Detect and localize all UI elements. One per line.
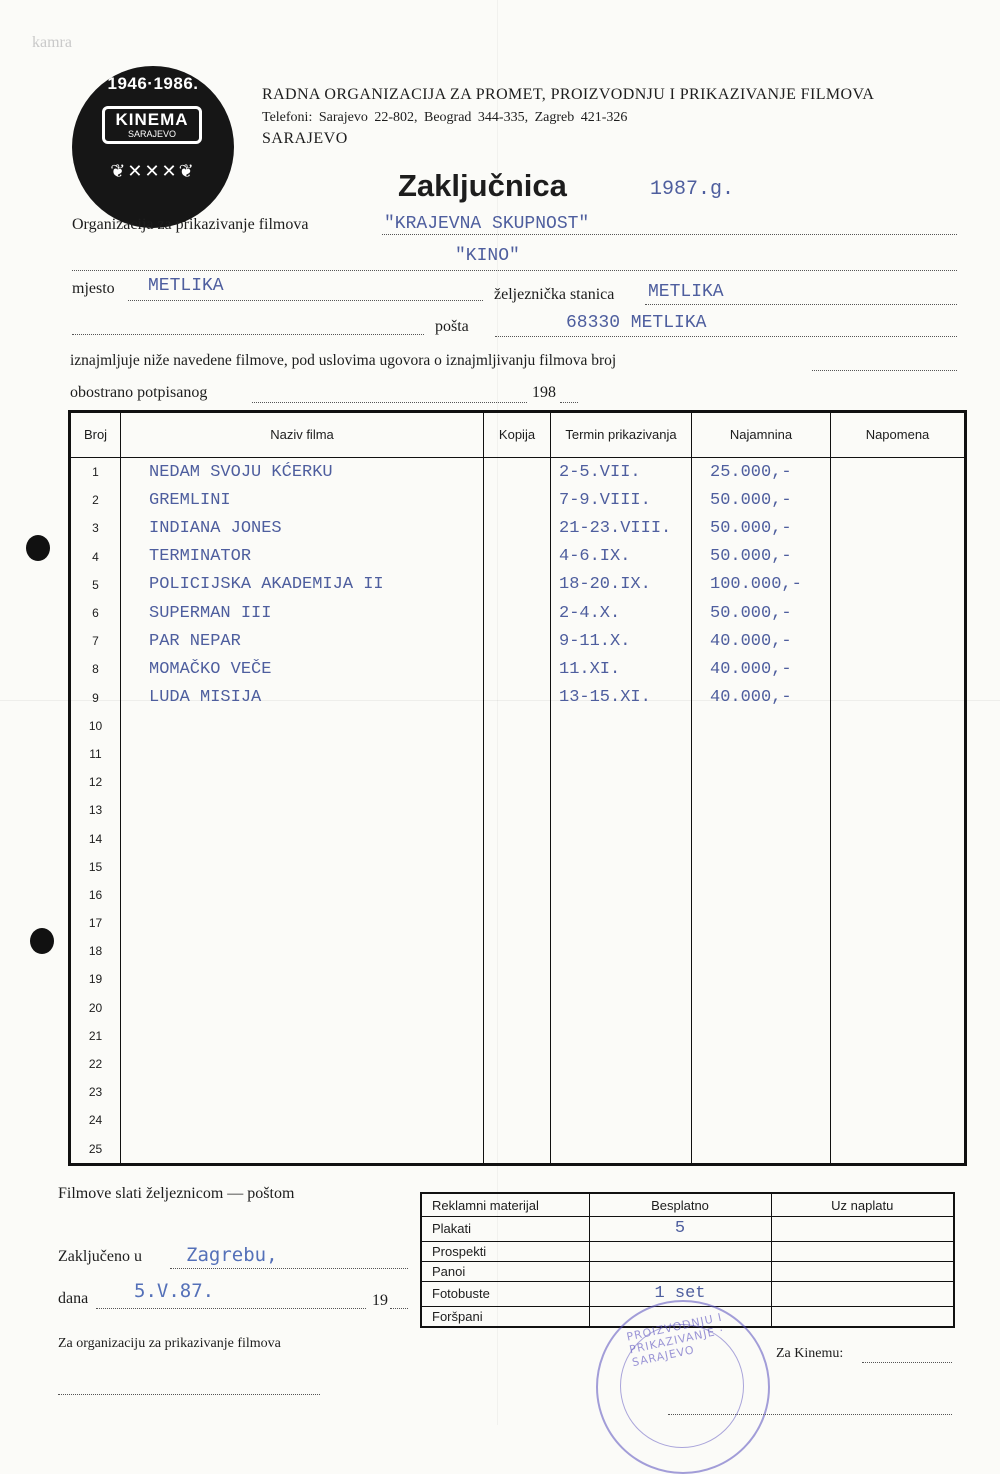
table-row — [70, 881, 966, 909]
fee-cell — [692, 853, 831, 881]
logo-city: SARAJEVO — [127, 129, 176, 139]
table-row — [70, 853, 966, 881]
fee-cell: 50.000,- — [692, 543, 831, 571]
dotted-line — [96, 1308, 366, 1309]
promo-paid — [771, 1217, 954, 1242]
note-cell — [831, 1022, 966, 1050]
note-cell — [831, 909, 966, 937]
fee-cell: 40.000,- — [692, 684, 831, 712]
promo-col-free: Besplatno — [589, 1193, 771, 1217]
fee-cell — [692, 965, 831, 993]
note-cell — [831, 486, 966, 514]
term-cell — [551, 796, 692, 824]
term-cell — [551, 824, 692, 852]
promo-item: Prospekti — [421, 1241, 589, 1261]
note-cell — [831, 881, 966, 909]
fee-cell: 40.000,- — [692, 655, 831, 683]
promo-item: Fotobuste — [421, 1281, 589, 1306]
station-value: METLIKA — [648, 282, 724, 302]
film-title-cell: LUDA MISIJA — [121, 684, 484, 712]
fee-cell — [692, 1106, 831, 1134]
copy-cell — [484, 543, 551, 571]
table-row — [70, 824, 966, 852]
org-value-2: "KINO" — [455, 246, 520, 266]
letterhead — [262, 86, 874, 148]
film-title-cell — [121, 824, 484, 852]
row-number: 1 — [70, 458, 121, 487]
place-value: METLIKA — [148, 276, 224, 296]
term-cell: 7-9.VIII. — [551, 486, 692, 514]
date-value: 5.V.87. — [134, 1280, 215, 1302]
date-label: dana — [58, 1290, 89, 1307]
dotted-line — [645, 304, 957, 305]
film-title-cell: NEDAM SVOJU KĆERKU — [121, 458, 484, 487]
note-cell — [831, 937, 966, 965]
copy-cell — [484, 909, 551, 937]
note-cell — [831, 1106, 966, 1134]
table-row — [70, 740, 966, 768]
promo-free — [589, 1241, 771, 1261]
col-header-fee: Najamnina — [692, 412, 831, 458]
fee-cell — [692, 881, 831, 909]
table-row — [70, 1135, 966, 1165]
copy-cell — [484, 740, 551, 768]
table-row — [70, 514, 966, 542]
table-row — [70, 994, 966, 1022]
concluded-label: Zaključeno u — [58, 1248, 142, 1265]
film-title-cell — [121, 1106, 484, 1134]
row-number: 9 — [70, 684, 121, 712]
promo-paid — [771, 1281, 954, 1306]
term-cell: 9-11.X. — [551, 627, 692, 655]
table-header — [70, 412, 966, 458]
row-number: 23 — [70, 1078, 121, 1106]
fee-cell — [692, 909, 831, 937]
table-row — [70, 458, 966, 487]
org-value: "KRAJEVNA SKUPNOST" — [384, 214, 590, 234]
film-title-cell — [121, 965, 484, 993]
term-cell — [551, 1135, 692, 1165]
copy-cell — [484, 994, 551, 1022]
term-cell — [551, 937, 692, 965]
copy-cell — [484, 937, 551, 965]
promo-item: Foršpani — [421, 1306, 589, 1327]
term-cell: 2-5.VII. — [551, 458, 692, 487]
row-number: 20 — [70, 994, 121, 1022]
promo-paid — [771, 1261, 954, 1281]
copy-cell — [484, 712, 551, 740]
dotted-line — [72, 270, 957, 271]
films-table — [68, 410, 967, 1166]
row-number: 14 — [70, 824, 121, 852]
promo-paid — [771, 1241, 954, 1261]
dotted-line — [812, 370, 957, 371]
table-row — [70, 486, 966, 514]
table-row — [70, 965, 966, 993]
promo-paid — [771, 1306, 954, 1327]
signature-line — [58, 1394, 320, 1395]
concluded-place: Zagrebu, — [186, 1244, 278, 1266]
promo-free — [589, 1261, 771, 1281]
copy-cell — [484, 486, 551, 514]
promo-free: 5 — [589, 1217, 771, 1242]
fee-cell — [692, 994, 831, 1022]
table-row — [70, 599, 966, 627]
row-number: 19 — [70, 965, 121, 993]
fee-cell — [692, 712, 831, 740]
table-row — [70, 1022, 966, 1050]
signed-label: obostrano potpisanog — [70, 384, 208, 401]
note-cell — [831, 994, 966, 1022]
term-cell — [551, 1050, 692, 1078]
note-cell — [831, 853, 966, 881]
term-cell — [551, 768, 692, 796]
logo-badge — [102, 106, 202, 144]
row-number: 17 — [70, 909, 121, 937]
copy-cell — [484, 881, 551, 909]
table-row — [70, 768, 966, 796]
table-row — [70, 655, 966, 683]
copy-cell — [484, 824, 551, 852]
row-number: 2 — [70, 486, 121, 514]
film-title-cell: TERMINATOR — [121, 543, 484, 571]
col-header-term: Termin prikazivanja — [551, 412, 692, 458]
copy-cell — [484, 655, 551, 683]
fee-cell — [692, 1078, 831, 1106]
note-cell — [831, 768, 966, 796]
fee-cell — [692, 937, 831, 965]
row-number: 10 — [70, 712, 121, 740]
film-title-cell — [121, 909, 484, 937]
film-title-cell — [121, 881, 484, 909]
film-title-cell: MOMAČKO VEČE — [121, 655, 484, 683]
punch-hole — [30, 928, 54, 954]
org-name: RADNA ORGANIZACIJA ZA PROMET, PROIZVODNJU I PRIKAZIVANJE FILMOVA — [262, 86, 875, 103]
row-number: 7 — [70, 627, 121, 655]
promo-row — [421, 1261, 954, 1281]
copy-cell — [484, 684, 551, 712]
row-number: 12 — [70, 768, 121, 796]
term-cell — [551, 965, 692, 993]
kinema-logo — [72, 66, 234, 228]
dotted-line — [72, 334, 424, 335]
note-cell — [831, 627, 966, 655]
term-cell: 13-15.XI. — [551, 684, 692, 712]
signed-year: 198 — [532, 384, 556, 401]
note-cell — [831, 655, 966, 683]
official-stamp — [596, 1300, 770, 1474]
copy-cell — [484, 1106, 551, 1134]
fee-cell — [692, 796, 831, 824]
film-title-cell — [121, 1078, 484, 1106]
film-title-cell — [121, 937, 484, 965]
watermark: kamra — [32, 34, 72, 51]
term-cell — [551, 1078, 692, 1106]
shipping-note: Filmove slati željeznicom — poštom — [58, 1185, 295, 1202]
row-number: 8 — [70, 655, 121, 683]
promo-header — [421, 1193, 954, 1217]
copy-cell — [484, 571, 551, 599]
copy-cell — [484, 796, 551, 824]
kinema-signature-label: Za Kinemu: — [776, 1346, 844, 1361]
term-cell — [551, 1106, 692, 1134]
col-header-copy: Kopija — [484, 412, 551, 458]
promo-col-material: Reklamni materijal — [421, 1193, 589, 1217]
promo-col-paid: Uz naplatu — [771, 1193, 954, 1217]
copy-cell — [484, 1078, 551, 1106]
col-header-note: Napomena — [831, 412, 966, 458]
document-year: 1987.g. — [650, 178, 735, 201]
dotted-line — [128, 300, 483, 301]
fee-cell: 25.000,- — [692, 458, 831, 487]
stamp-text: PROIZVODNJU I PRIKAZIVANJE · SARAJEVO — [625, 1310, 726, 1370]
signature-line — [668, 1414, 952, 1415]
org-phones: Telefoni: Sarajevo 22-802, Beograd 344-335, Zagreb 421-326 — [262, 110, 628, 125]
rental-terms-text: iznajmljuje niže navedene filmove, pod uslovima ugovora o iznajmljivanju filmova broj — [70, 352, 617, 369]
note-cell — [831, 712, 966, 740]
term-cell: 18-20.IX. — [551, 571, 692, 599]
post-value: 68330 METLIKA — [566, 313, 707, 333]
film-title-cell: POLICIJSKA AKADEMIJA II — [121, 571, 484, 599]
film-title-cell: SUPERMAN III — [121, 599, 484, 627]
dotted-line — [382, 234, 957, 235]
note-cell — [831, 599, 966, 627]
copy-cell — [484, 458, 551, 487]
org-label: Organizacija za prikazivanje filmova — [72, 216, 309, 233]
fee-cell — [692, 1050, 831, 1078]
dotted-line — [170, 1268, 408, 1269]
station-label: željeznička stanica — [494, 286, 615, 303]
table-row — [70, 909, 966, 937]
copy-cell — [484, 1022, 551, 1050]
dotted-line — [390, 1308, 408, 1309]
fee-cell: 40.000,- — [692, 627, 831, 655]
row-number: 16 — [70, 881, 121, 909]
place-label: mjesto — [72, 280, 115, 297]
promo-free: 1 set — [589, 1281, 771, 1306]
term-cell — [551, 712, 692, 740]
term-cell: 11.XI. — [551, 655, 692, 683]
table-row — [70, 1050, 966, 1078]
promo-item: Plakati — [421, 1217, 589, 1242]
fee-cell: 100.000,- — [692, 571, 831, 599]
row-number: 11 — [70, 740, 121, 768]
promo-row — [421, 1241, 954, 1261]
fee-cell — [692, 1022, 831, 1050]
row-number: 3 — [70, 514, 121, 542]
logo-brand: KINEMA — [115, 110, 189, 129]
note-cell — [831, 1135, 966, 1165]
fee-cell: 50.000,- — [692, 514, 831, 542]
logo-years: 1946·1986. — [107, 74, 199, 93]
film-title-cell: GREMLINI — [121, 486, 484, 514]
film-title-cell — [121, 740, 484, 768]
film-title-cell — [121, 1135, 484, 1165]
row-number: 22 — [70, 1050, 121, 1078]
copy-cell — [484, 853, 551, 881]
row-number: 18 — [70, 937, 121, 965]
org-signature-label: Za organizaciju za prikazivanje filmova — [58, 1336, 281, 1351]
film-title-cell — [121, 796, 484, 824]
copy-cell — [484, 627, 551, 655]
row-number: 5 — [70, 571, 121, 599]
term-cell — [551, 853, 692, 881]
date-year: 19 — [372, 1292, 388, 1309]
row-number: 24 — [70, 1106, 121, 1134]
copy-cell — [484, 1135, 551, 1165]
promo-row — [421, 1217, 954, 1242]
copy-cell — [484, 599, 551, 627]
table-row — [70, 684, 966, 712]
note-cell — [831, 514, 966, 542]
term-cell — [551, 1022, 692, 1050]
table-row — [70, 712, 966, 740]
film-title-cell — [121, 768, 484, 796]
film-title-cell — [121, 994, 484, 1022]
fee-cell — [692, 1135, 831, 1165]
film-title-cell — [121, 853, 484, 881]
table-row — [70, 571, 966, 599]
promo-item: Panoi — [421, 1261, 589, 1281]
row-number: 21 — [70, 1022, 121, 1050]
term-cell: 21-23.VIII. — [551, 514, 692, 542]
fee-cell — [692, 768, 831, 796]
note-cell — [831, 543, 966, 571]
row-number: 25 — [70, 1135, 121, 1165]
note-cell — [831, 684, 966, 712]
note-cell — [831, 740, 966, 768]
table-row — [70, 796, 966, 824]
film-title-cell: INDIANA JONES — [121, 514, 484, 542]
table-row — [70, 627, 966, 655]
table-row — [70, 1078, 966, 1106]
note-cell — [831, 458, 966, 487]
signature-line — [862, 1362, 952, 1363]
dotted-line — [252, 402, 527, 403]
copy-cell — [484, 514, 551, 542]
col-header-film: Naziv filma — [121, 412, 484, 458]
fee-cell: 50.000,- — [692, 599, 831, 627]
dotted-line — [495, 336, 957, 337]
row-number: 15 — [70, 853, 121, 881]
table-row — [70, 543, 966, 571]
term-cell — [551, 740, 692, 768]
film-title-cell — [121, 712, 484, 740]
org-city: SARAJEVO — [262, 130, 348, 147]
film-title-cell: PAR NEPAR — [121, 627, 484, 655]
copy-cell — [484, 1050, 551, 1078]
row-number: 4 — [70, 543, 121, 571]
note-cell — [831, 796, 966, 824]
note-cell — [831, 571, 966, 599]
punch-hole — [26, 535, 50, 561]
film-title-cell — [121, 1050, 484, 1078]
fee-cell — [692, 740, 831, 768]
fee-cell — [692, 824, 831, 852]
copy-cell — [484, 965, 551, 993]
laurel-icon: ❦✕✕✕❦ — [110, 161, 196, 181]
row-number: 6 — [70, 599, 121, 627]
post-label: pošta — [435, 318, 469, 335]
fee-cell: 50.000,- — [692, 486, 831, 514]
table-row — [70, 1106, 966, 1134]
col-header-number: Broj — [70, 412, 121, 458]
note-cell — [831, 824, 966, 852]
term-cell — [551, 909, 692, 937]
document-title: Zaključnica — [398, 168, 567, 203]
term-cell: 2-4.X. — [551, 599, 692, 627]
table-row — [70, 937, 966, 965]
copy-cell — [484, 768, 551, 796]
term-cell: 4-6.IX. — [551, 543, 692, 571]
film-title-cell — [121, 1022, 484, 1050]
dotted-line — [560, 402, 578, 403]
row-number: 13 — [70, 796, 121, 824]
term-cell — [551, 994, 692, 1022]
note-cell — [831, 965, 966, 993]
note-cell — [831, 1078, 966, 1106]
term-cell — [551, 881, 692, 909]
note-cell — [831, 1050, 966, 1078]
